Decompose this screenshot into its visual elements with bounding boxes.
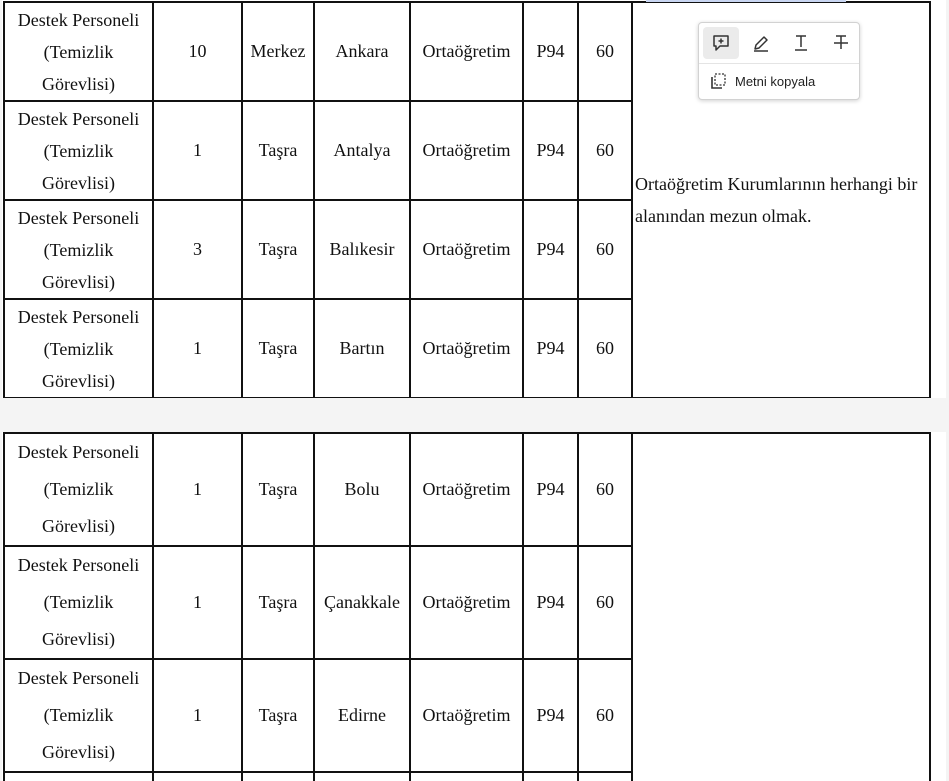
highlight-icon [751, 33, 771, 53]
requirement-text[interactable]: Ortaöğretim Kurumlarının herhangi bir alanından mezun olmak. [635, 174, 918, 226]
count-cell: 1 [153, 433, 242, 546]
unit-cell: Taşra [242, 659, 314, 772]
score-type-cell: P94 [523, 200, 578, 299]
positions-table-page-2 [3, 432, 931, 781]
education-cell: Ortaöğretim [410, 299, 523, 398]
copy-icon [709, 72, 727, 90]
score-type-cell [523, 772, 578, 781]
position-title-cell [4, 772, 153, 781]
underline-icon [791, 33, 811, 53]
count-cell: 1 [153, 299, 242, 398]
city-cell [314, 772, 410, 781]
unit-cell: Taşra [242, 546, 314, 659]
city-cell: Bartın [314, 299, 410, 398]
copy-text-label: Metni kopyala [735, 73, 816, 89]
count-cell: 1 [153, 659, 242, 772]
underline-button[interactable] [783, 27, 819, 59]
score-type-cell: P94 [523, 299, 578, 398]
copy-text-button[interactable] [709, 69, 815, 93]
count-cell [153, 772, 242, 781]
min-score-cell: 60 [578, 659, 632, 772]
position-title-cell: Destek Personeli (Temizlik Görevlisi) [4, 2, 153, 101]
unit-cell: Taşra [242, 200, 314, 299]
education-cell [410, 772, 523, 781]
city-cell: Bolu [314, 433, 410, 546]
table-row [4, 433, 930, 546]
min-score-cell: 60 [578, 200, 632, 299]
position-title-cell: Destek Personeli (Temizlik Görevlisi) [4, 433, 153, 546]
min-score-cell [578, 772, 632, 781]
selection-line [646, 0, 846, 2]
education-cell: Ortaöğretim [410, 659, 523, 772]
strikethrough-icon [831, 33, 851, 53]
score-type-cell: P94 [523, 2, 578, 101]
position-title-cell: Destek Personeli (Temizlik Görevlisi) [4, 299, 153, 398]
education-cell: Ortaöğretim [410, 546, 523, 659]
city-cell: Ankara [314, 2, 410, 101]
city-cell: Çanakkale [314, 546, 410, 659]
unit-cell: Taşra [242, 101, 314, 200]
score-type-cell: P94 [523, 433, 578, 546]
min-score-cell: 60 [578, 2, 632, 101]
min-score-cell: 60 [578, 433, 632, 546]
city-cell: Edirne [314, 659, 410, 772]
education-cell: Ortaöğretim [410, 2, 523, 101]
min-score-cell: 60 [578, 546, 632, 659]
unit-cell: Merkez [242, 2, 314, 101]
text-selection-toolbar [698, 22, 860, 100]
position-title-cell: Destek Personeli (Temizlik Görevlisi) [4, 659, 153, 772]
pdf-page-2 [2, 432, 946, 781]
unit-cell: Taşra [242, 433, 314, 546]
toolbar-divider [699, 63, 859, 64]
unit-cell [242, 772, 314, 781]
city-cell: Antalya [314, 101, 410, 200]
position-title-cell: Destek Personeli (Temizlik Görevlisi) [4, 546, 153, 659]
position-title-cell: Destek Personeli (Temizlik Görevlisi) [4, 200, 153, 299]
score-type-cell: P94 [523, 101, 578, 200]
count-cell: 10 [153, 2, 242, 101]
education-cell: Ortaöğretim [410, 101, 523, 200]
add-comment-icon [711, 33, 731, 53]
min-score-cell: 60 [578, 101, 632, 200]
highlight-button[interactable] [743, 27, 779, 59]
strikethrough-button[interactable] [823, 27, 859, 59]
add-comment-button[interactable] [703, 27, 739, 59]
min-score-cell: 60 [578, 299, 632, 398]
requirement-cell [632, 433, 930, 781]
education-cell: Ortaöğretim [410, 200, 523, 299]
score-type-cell: P94 [523, 659, 578, 772]
city-cell: Balıkesir [314, 200, 410, 299]
count-cell: 1 [153, 546, 242, 659]
education-cell: Ortaöğretim [410, 433, 523, 546]
unit-cell: Taşra [242, 299, 314, 398]
score-type-cell: P94 [523, 546, 578, 659]
count-cell: 1 [153, 101, 242, 200]
position-title-cell: Destek Personeli (Temizlik Görevlisi) [4, 101, 153, 200]
count-cell: 3 [153, 200, 242, 299]
